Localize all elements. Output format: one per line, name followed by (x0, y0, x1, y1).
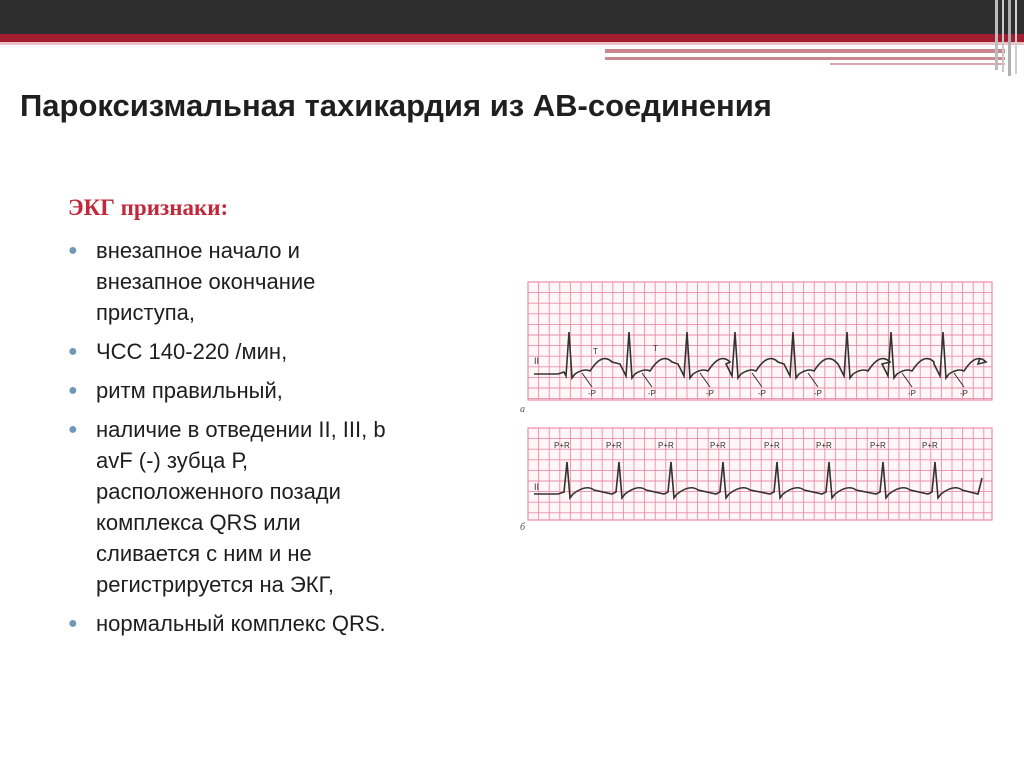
p-plus-r-label: P+R (764, 441, 780, 450)
ecg-signs-heading: ЭКГ признаки: (68, 195, 229, 220)
t-wave-label: T (593, 347, 598, 356)
list-item (60, 235, 490, 328)
list-item-text: нормальный комплекс QRS. (96, 611, 386, 636)
ecg-signs-list (60, 235, 490, 647)
strip-b-lead-label: II (534, 482, 540, 492)
p-plus-r-label: P+R (816, 441, 832, 450)
bullet-icon: ● (68, 242, 78, 259)
retrograde-p-label: -P (814, 389, 822, 398)
retrograde-p-label: -P (758, 389, 766, 398)
retrograde-p-label: -P (706, 389, 714, 398)
p-plus-r-label: P+R (870, 441, 886, 450)
list-item (60, 608, 490, 639)
retrograde-p-label: -P (960, 389, 968, 398)
list-item-text: наличие в отведении II, III, b avF (-) зубца Р, расположенного позади комплекса QRS или сливается с ним и не регистрируется на ЭКГ, (96, 417, 386, 597)
p-plus-r-label: P+R (922, 441, 938, 450)
bullet-icon: ● (68, 343, 78, 360)
list-item (60, 414, 490, 600)
retrograde-p-label: -P (648, 389, 656, 398)
ecg-figure (512, 276, 1000, 538)
retrograde-p-label: -P (908, 389, 916, 398)
list-item-text: ЧСС 140-220 /мин, (96, 339, 288, 364)
slide-title: Пароксизмальная тахикардия из АВ-соединения (20, 88, 772, 123)
bullet-icon: ● (68, 382, 78, 399)
strip-a-grid-frame (528, 282, 992, 400)
strip-b-panel-label: б (520, 522, 526, 533)
strip-a-panel-label: а (520, 404, 525, 415)
header-decoration (0, 0, 1024, 80)
strip-a-lead-label: II (534, 356, 540, 366)
bullet-icon: ● (68, 615, 78, 632)
t-wave-label: T (653, 344, 658, 353)
list-item (60, 336, 490, 367)
list-item (60, 375, 490, 406)
list-item-text: внезапное начало и внезапное окончание приступа, (96, 238, 316, 325)
list-item-text: ритм правильный, (96, 378, 283, 403)
bullet-icon: ● (68, 421, 78, 438)
retrograde-p-label: -P (588, 389, 596, 398)
p-plus-r-label: P+R (710, 441, 726, 450)
p-plus-r-label: P+R (554, 441, 570, 450)
ecg-strips (512, 276, 1000, 538)
p-plus-r-label: P+R (658, 441, 674, 450)
ecg-grid-a (528, 282, 992, 400)
p-plus-r-label: P+R (606, 441, 622, 450)
